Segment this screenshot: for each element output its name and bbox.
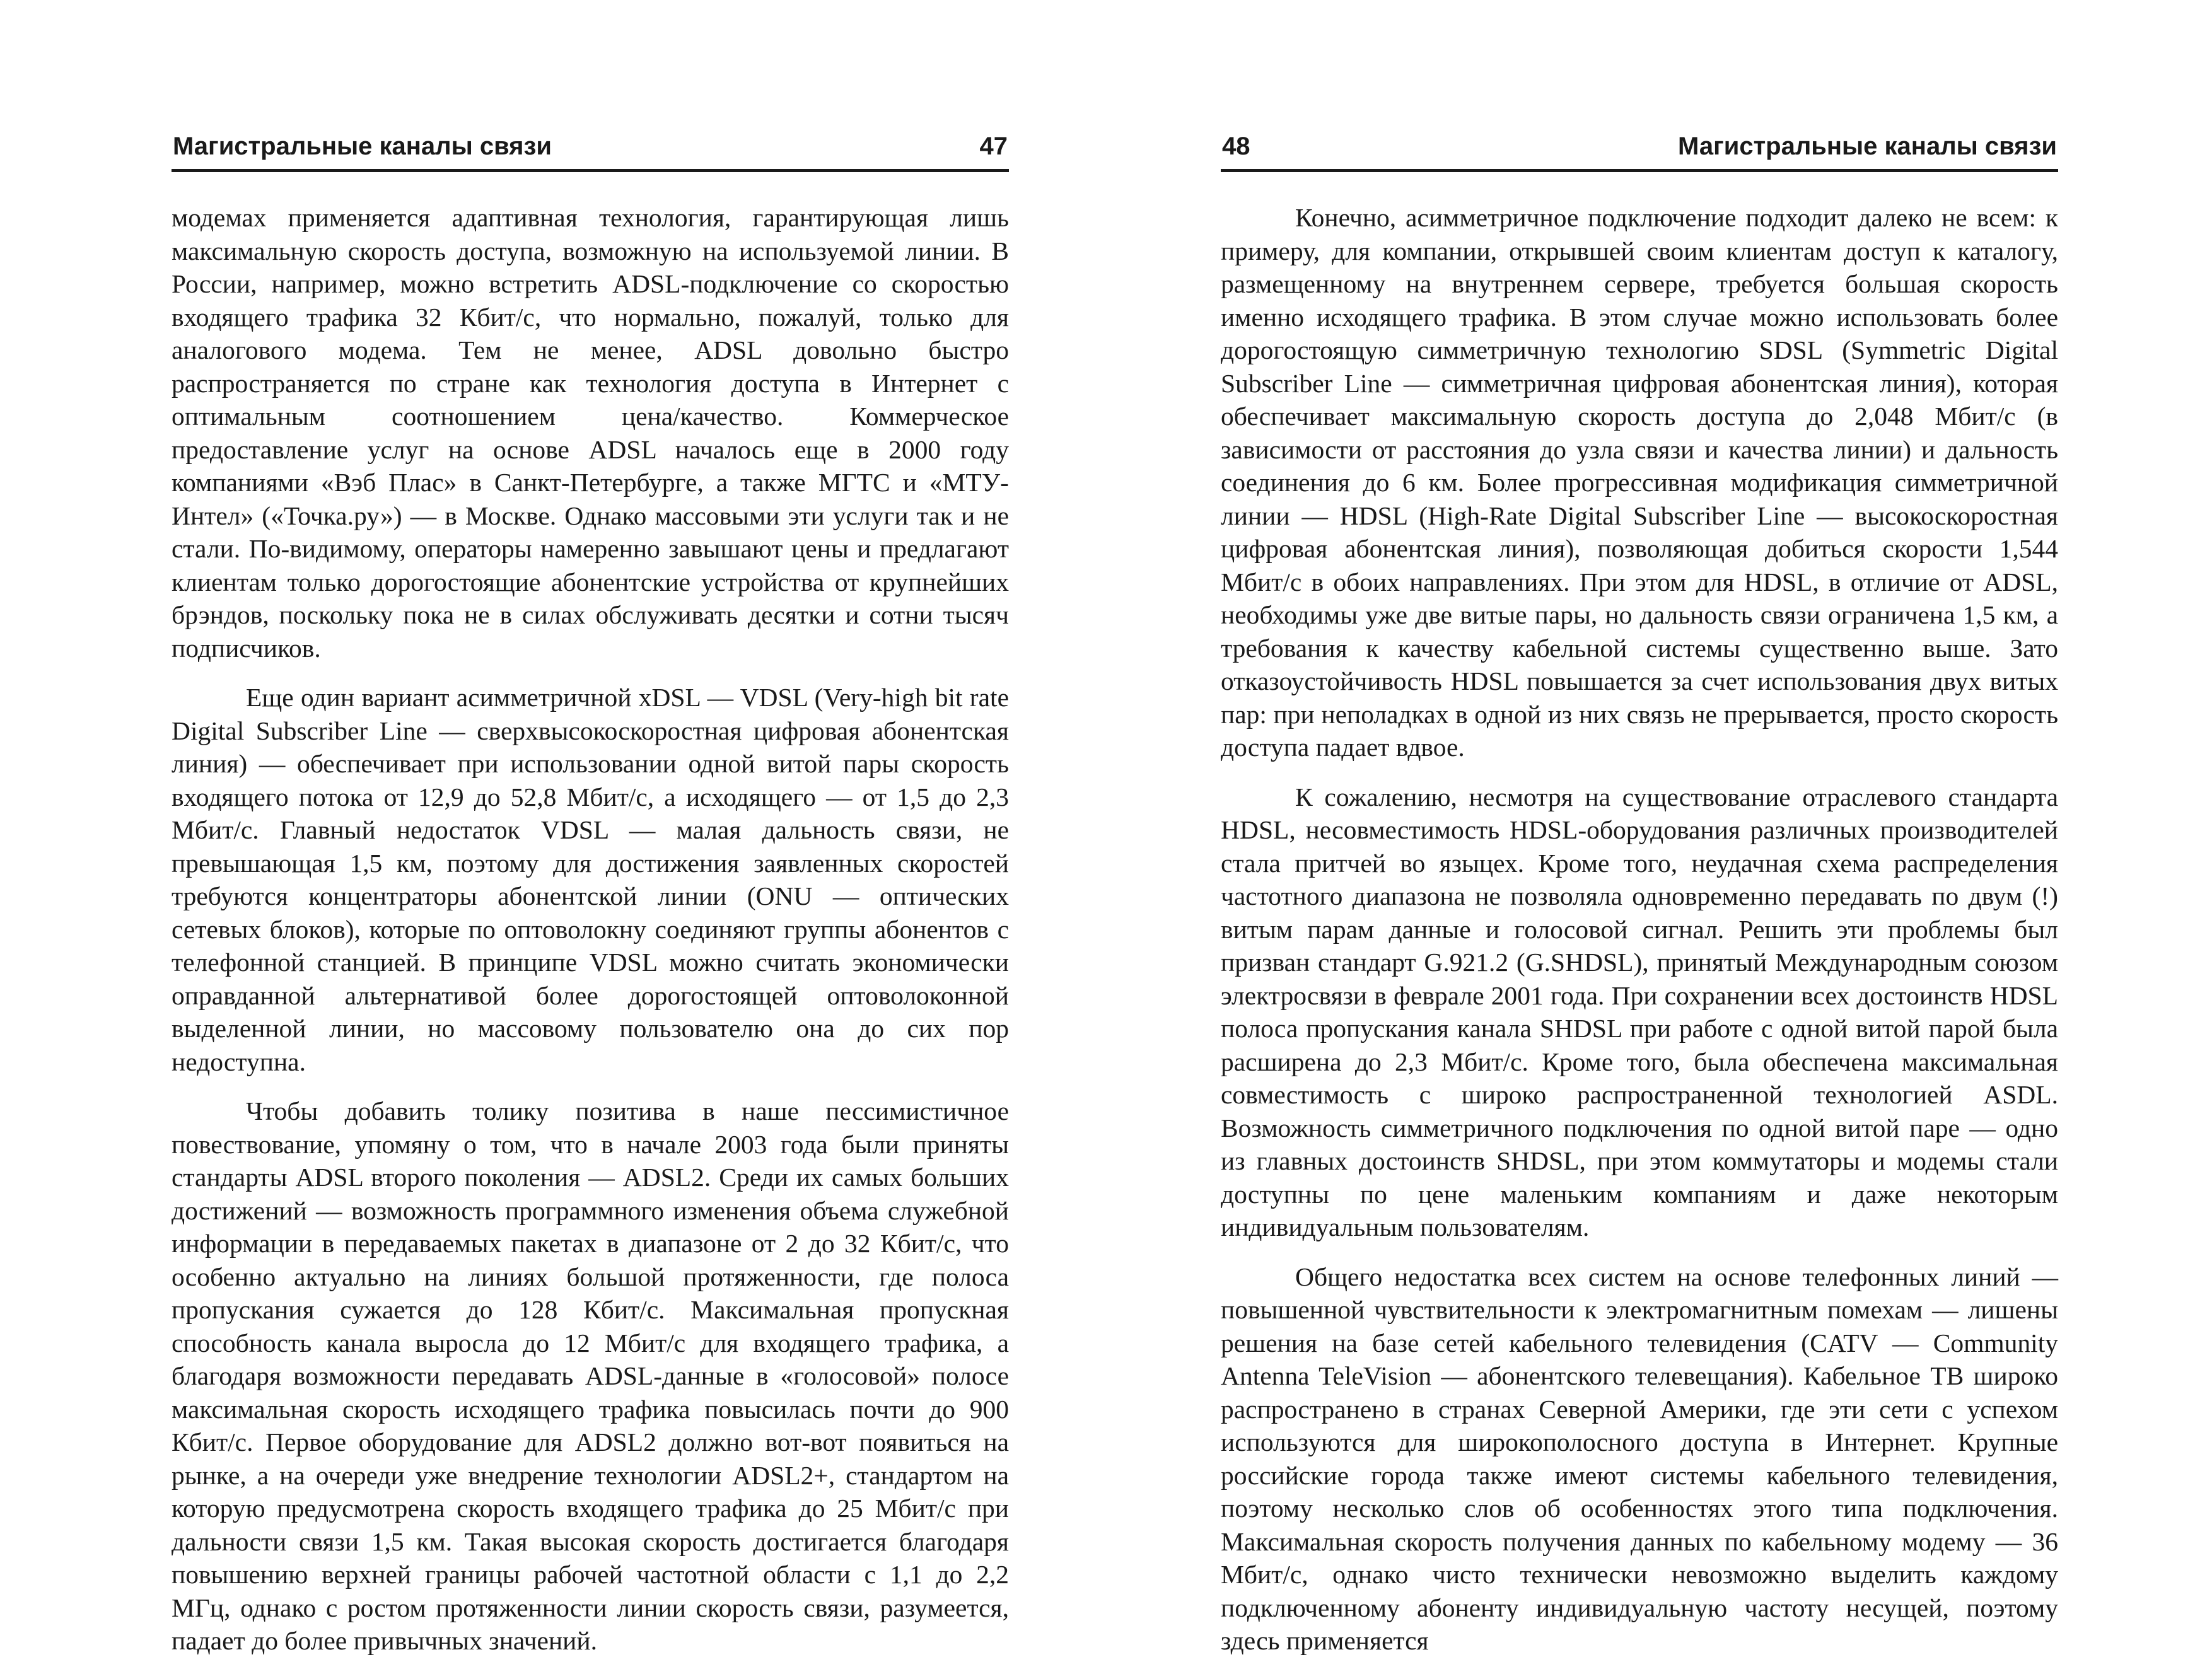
- right-body-text: [1221, 201, 2058, 1658]
- left-page-number: 47: [979, 132, 1008, 160]
- right-paragraph-1: Конечно, асимметричное подключение подходит далеко не всем: к примеру, для компании, открывшей своим клиентам доступ к каталогу, размещенному на внутреннем сервере, требуется большая скорость именно исходящего трафика. В этом случае можно использовать более дорогостоящую симметричную технологию SDSL (Symmetric Digital Subscriber Line — симметричная цифровая абонентская линия), которая обеспечивает максимальную скорость доступа до 2,048 Мбит/с (в зависимости от расстояния до узла связи и качества линии) и дальность соединения до 6 км. Более прогрессивная модификация симметричной линии — HDSL (High-Rate Digital Subscriber Line — высокоскоростная цифровая абонентская линия), позволяющая добиться скорости 1,544 Мбит/с в обоих направлениях. При этом для HDSL, в отличие от ADSL, необходимы уже две витые пары, но дальность связи ограничена 1,5 км, а требования к качеству кабельной системы существенно выше. Зато отказоустойчивость HDSL повышается за счет использования двух витых пар: при неполадках в одной из них связь не прерывается, просто скорость доступа падает вдвое.: [1221, 203, 2058, 762]
- right-page-number: 48: [1222, 132, 1250, 160]
- left-paragraph-2: Еще один вариант асимметричной xDSL — VDSL (Very-high bit rate Digital Subscriber Line — сверхвысокоскоростная цифровая абонентская линия) — обеспечивает при использовании одной витой пары скорость входящего потока от 12,9 до 52,8 Мбит/с, а исходящего — от 1,5 до 2,3 Мбит/с. Главный недостаток VDSL — малая дальность связи, не превышающая 1,5 км, поэтому для достижения заявленных скоростей требуются концентраторы абонентской линии (ONU — оптических сетевых блоков), которые по оптоволокну соединяют группы абонентов с телефонной станцией. В принципе VDSL можно считать экономически оправданной альтернативой более дорогостоящей оптоволоконной выделенной линии, но массовому пользователю она до сих пор недоступна.: [172, 683, 1009, 1076]
- right-page: [1221, 124, 2058, 1674]
- left-paragraph-3: Чтобы добавить толику позитива в наше пессимистичное повествование, упомяну о том, что в начале 2003 года были приняты стандарты ADSL второго поколения — ADSL2. Среди их самых больших достижений — возможность программного изменения объема служебной информации в передаваемых пакетах в диапазоне от 2 до 32 Кбит/с, что особенно актуально на линиях большой протяженности, где полоса пропускания сужается до 128 Кбит/с. Максимальная пропускная способность канала выросла до 12 Мбит/с для входящего трафика, а благодаря возможности передавать ADSL-данные в «голосовой» полосе максимальная скорость исходящего трафика повысилась почти до 900 Кбит/с. Первое оборудование для ADSL2 должно вот-вот появиться на рынке, а на очереди уже внедрение технологии ADSL2+, стандартом на которую предусмотрена скорость входящего трафика до 25 Мбит/с при дальности связи 1,5 км. Такая высокая скорость достигается благодаря повышению верхней границы рабочей частотной области с 1,1 до 2,2 МГц, однако с ростом протяженности линии скорость связи, разумеется, падает до более привычных значений.: [172, 1096, 1009, 1655]
- left-header-title: Магистральные каналы связи: [173, 132, 552, 160]
- left-running-head: [172, 124, 1009, 172]
- right-paragraph-3: Общего недостатка всех систем на основе телефонных линий — повышенной чувствительности к электромагнитным помехам — лишены решения на базе сетей кабельного телевидения (CATV — Community Antenna TeleVision — абонентского телевещания). Кабельное ТВ широко распространено в странах Северной Америки, где эти сети с успехом используются для широкополосного доступа в Интернет. Крупные российские города также имеют системы кабельного телевидения, поэтому несколько слов об особенностях этого типа подключения. Максимальная скорость получения данных по кабельному модему — 36 Мбит/с, однако чисто технически невозможно выделить каждому подключенному абоненту индивидуальную частоту несущей, поэтому здесь применяется: [1221, 1262, 2058, 1655]
- right-header-title: Магистральные каналы связи: [1678, 132, 2057, 160]
- left-paragraph-1: модемах применяется адаптивная технология, гарантирующая лишь максимальную скорость доступа, возможную на используемой линии. В России, например, можно встретить ADSL-подключение со скоростью входящего трафика 32 Кбит/с, что нормально, пожалуй, только для аналогового модема. Тем не менее, ADSL довольно быстро распространяется по стране как технология доступа в Интернет с оптимальным соотношением цена/качество. Коммерческое предоставление услуг на основе ADSL началось еще в 2000 году компаниями «Вэб Плас» в Санкт-Петербурге, а также МГТС и «МТУ-Интел» («Точка.ру») — в Москве. Однако массовыми эти услуги так и не стали. По-видимому, операторы намеренно завышают цены и предлагают клиентам только дорогостоящие абонентские устройства от крупнейших брэндов, поскольку пока не в силах обслуживать десятки и сотни тысяч подписчиков.: [172, 203, 1009, 663]
- right-paragraph-2: К сожалению, несмотря на существование отраслевого стандарта HDSL, несовместимость HDSL-оборудования различных производителей стала притчей во языцех. Кроме того, неудачная схема распределения частотного диапазона не позволяла одновременно передавать по двум (!) витым парам данные и голосовой сигнал. Решить эти проблемы был призван стандарт G.921.2 (G.SHDSL), принятый Международным союзом электросвязи в феврале 2001 года. При сохранении всех достоинств HDSL полоса пропускания канала SHDSL при работе с одной витой парой была расширена до 2,3 Мбит/с. Кроме того, была обеспечена максимальная совместимость с широко распространенной технологией ASDL. Возможность симметричного подключения по одной витой паре — одно из главных достоинств SHDSL, при этом коммутаторы и модемы стали доступны по цене маленьким компаниям и даже некоторым индивидуальным пользователям.: [1221, 782, 2058, 1241]
- right-running-head: [1221, 124, 2058, 172]
- left-body-text: [172, 201, 1009, 1658]
- left-page: [172, 124, 1009, 1674]
